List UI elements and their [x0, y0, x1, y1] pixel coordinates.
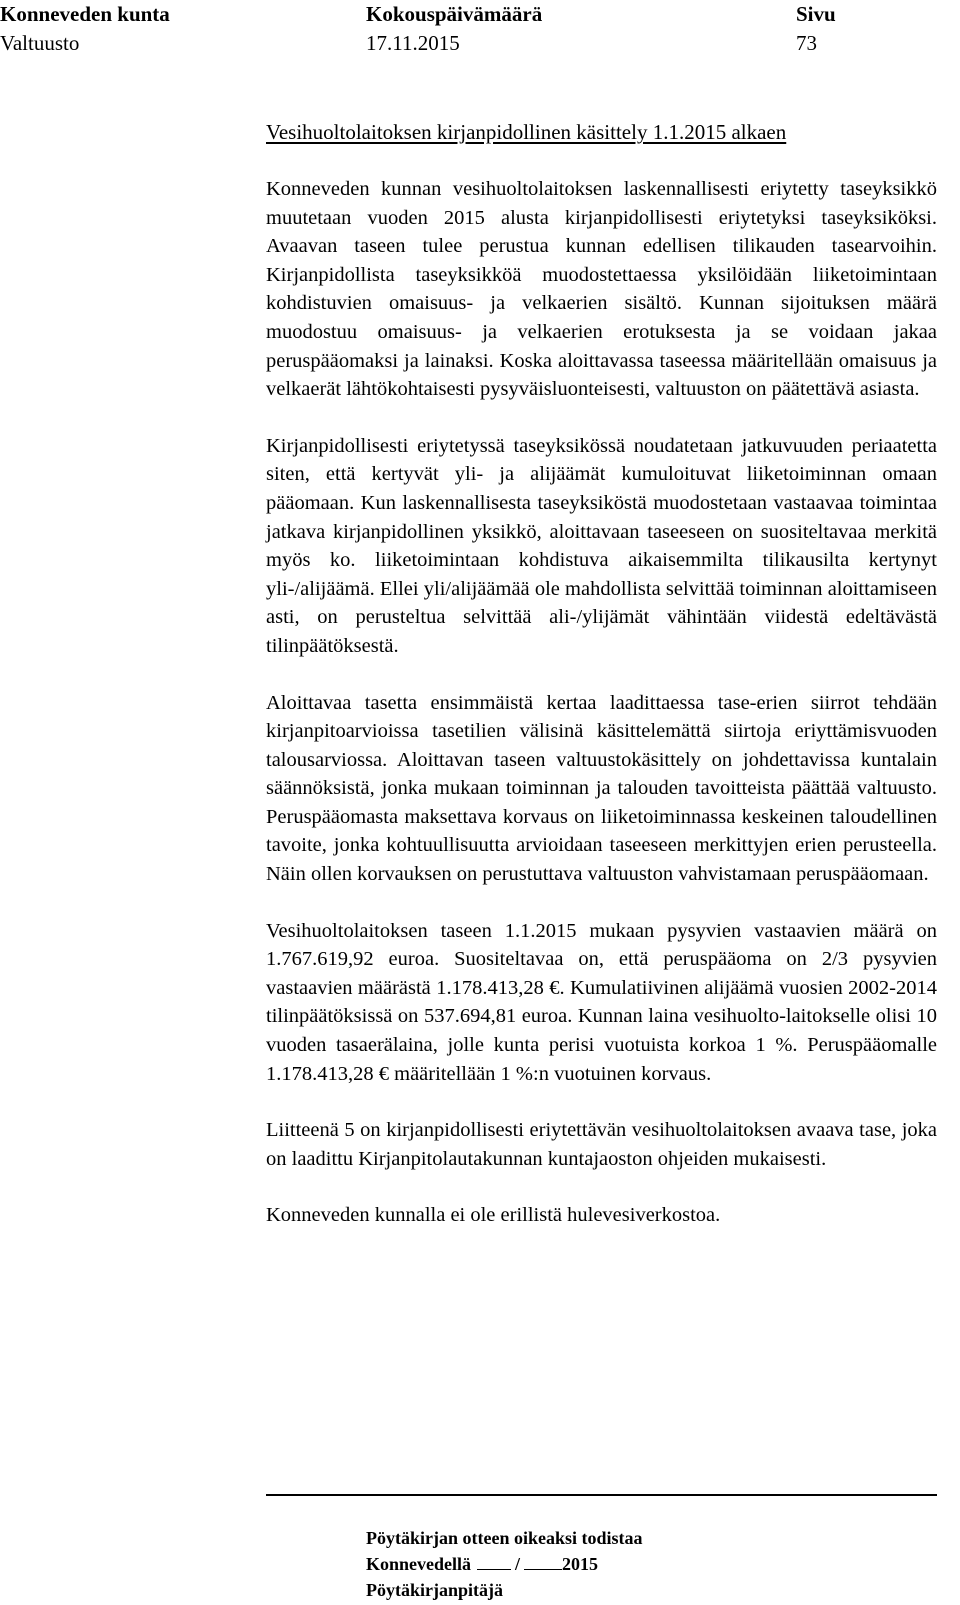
body-name: Valtuusto [0, 31, 80, 55]
header-page [796, 0, 836, 58]
paragraph-4: Vesihuoltolaitoksen taseen 1.1.2015 mukaan pysyvien vastaavien määrä on 1.767.619,92 euroa. Suositeltavaa on, että peruspääoma on 2/3 pysyvien vastaavien määrästä 1.178.413,28 €. Kumulatiivinen alijäämä vuosien 2002-2014 tilinpäätöksissä on 537.694,81 euroa. Kunnan laina vesihuolto-laitokselle olisi 10 vuoden tasaerälaina, jolle kunta perisi vuotuista korkoa 1 %. Peruspääomalle 1.178.413,28 € määritellään 1 %:n vuotuinen korvaus. [266, 919, 937, 1085]
footer-divider [266, 1494, 937, 1496]
month-blank [524, 1553, 562, 1570]
page-header [0, 0, 960, 60]
place-date-line [366, 1551, 643, 1577]
page-label: Sivu [796, 2, 836, 26]
paragraph-6: Konneveden kunnalla ei ole erillistä hulevesiverkostoa. [266, 1204, 721, 1227]
certification-footer [366, 1525, 643, 1603]
day-blank [477, 1553, 511, 1570]
date-separator: / [515, 1554, 521, 1574]
page-number: 73 [796, 31, 817, 55]
document-body [266, 118, 937, 1230]
section-heading: Vesihuoltolaitoksen kirjanpidollinen käsittely 1.1.2015 alkaen [266, 120, 787, 144]
certification-line: Pöytäkirjan otteen oikeaksi todistaa [366, 1528, 643, 1548]
paragraph-1: Konneveden kunnan vesihuoltolaitoksen laskennallisesti eriytetty taseyksikkö muutetaan vuoden 2015 alusta kirjanpidollisesti eriytetyksi taseyksiköksi. Avaavan taseen tulee perustua kunnan edellisen tilikauden tasearvoihin. Kirjanpidollista taseyksikköä muodostettaessa yksilöidään liiketoimintaan kohdistuvien omaisuus- ja velkaerien sisältö. Kunnan sijoituksen määrä muodostuu omaisuus- ja velkaerien erotuksesta ja se voidaan jakaa peruspääomaksi ja lainaksi. Koska aloittavassa taseessa määritellään omaisuus ja velkaerät lähtökohtaisesti pysyväisluonteisesti, valtuuston on päätettävä asiasta. [266, 178, 937, 401]
paragraph-5: Liitteenä 5 on kirjanpidollisesti eriytettävän vesihuoltolaitoksen avaava tase, joka on laadittu Kirjanpitolautakunnan kuntajaoston ohjeiden mukaisesti. [266, 1119, 937, 1170]
date-label: Kokouspäivämäärä [366, 2, 543, 26]
secretary-line: Pöytäkirjanpitäjä [366, 1580, 503, 1600]
paragraph-2: Kirjanpidollisesti eriytetyssä taseyksikössä noudatetaan jatkuvuuden periaatetta siten, että kertyvät yli- ja alijäämät kumuloituvat liiketoiminnan omaan pääomaan. Kun laskennallisesta taseyksiköstä muodostetaan vastaavaa toimintaa jatkava kirjanpidollinen yksikkö, aloittavaan taseeseen on suositeltavaa merkitä myös ko. liiketoimintaan kohdistuva aikaisemmilta tilikausilta kertynyt yli-/alijäämä. Ellei yli/alijäämää ole mahdollista selvittää toiminnan aloittamiseen asti, on perusteltua selvittää ali-/ylijämät vähintään viidestä edeltävästä tilinpäätöksestä. [266, 434, 937, 657]
organization-name: Konneveden kunta [0, 2, 170, 26]
place-name: Konnevedellä [366, 1554, 472, 1574]
date-value: 17.11.2015 [366, 31, 460, 55]
paragraph-3: Aloittavaa tasetta ensimmäistä kertaa laadittaessa tase-erien siirrot tehdään kirjanpitoarvioissa tasetilien välisinä käsittelemättä siirtoja eriyttämisvuoden talousarviossa. Aloittavan taseen valtuustokäsittely on johdettavissa kuntalain säännöksistä, jonka mukaan toiminnan ja talouden tavoitteista päättää valtuusto. Peruspääomasta maksettava korvaus on liiketoiminnassa keskeinen taloudellinen tavoite, jonka kohtuullisuutta arvioidaan taseeseen merkittyjen erien perusteella. Näin ollen korvauksen on perustuttava valtuuston vahvistamaan peruspääomaan. [266, 691, 937, 886]
year-value: 2015 [562, 1554, 599, 1574]
header-organization [0, 0, 170, 58]
header-date [366, 0, 542, 58]
